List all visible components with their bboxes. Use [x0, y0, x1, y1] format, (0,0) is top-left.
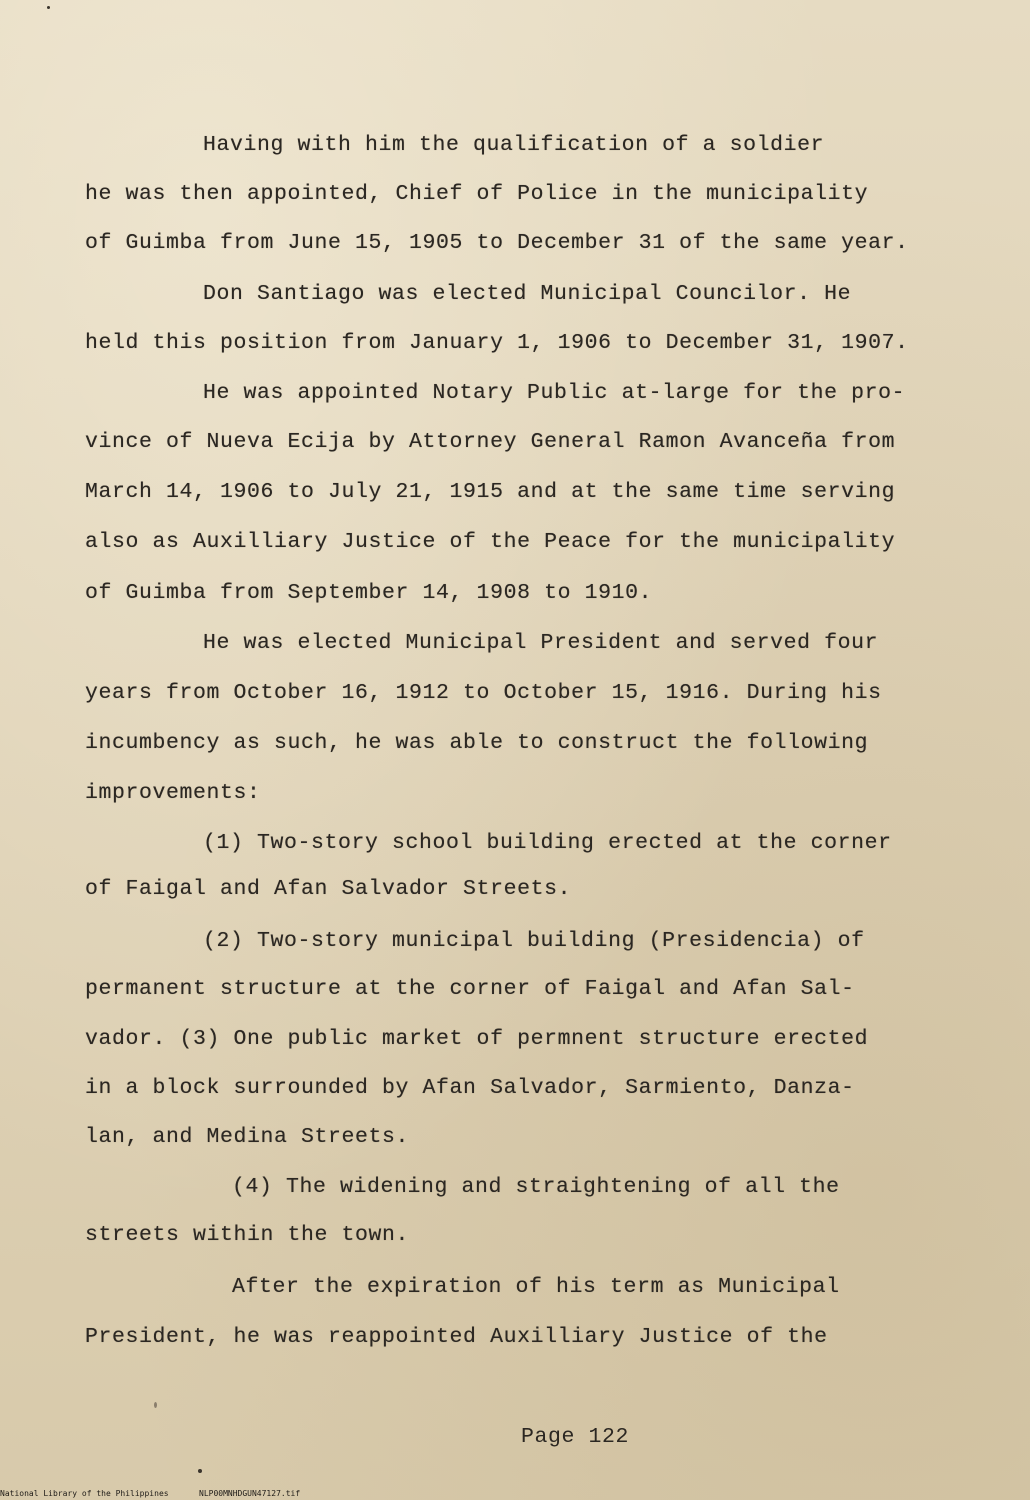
paper-speck: [47, 6, 50, 9]
text-line: March 14, 1906 to July 21, 1915 and at the same time serving: [85, 480, 896, 504]
text-line: of Faigal and Afan Salvador Streets.: [85, 877, 572, 901]
text-line: permanent structure at the corner of Faigal and Afan Sal-: [85, 977, 855, 1001]
footer-filename: NLP00MNHDGUN47127.tif: [199, 1489, 301, 1498]
text-line: (2) Two-story municipal building (Presidencia) of: [203, 929, 865, 953]
text-line: years from October 16, 1912 to October 15, 1916. During his: [85, 681, 882, 705]
text-line: Having with him the qualification of a soldier: [203, 133, 825, 157]
text-line: Don Santiago was elected Municipal Councilor. He: [203, 282, 852, 306]
text-line: he was then appointed, Chief of Police in the municipality: [85, 182, 869, 206]
text-line: also as Auxilliary Justice of the Peace for the municipality: [85, 530, 896, 554]
text-line: vador. (3) One public market of permnent structure erected: [85, 1027, 869, 1051]
footer-library-credit: National Library of the Philippines: [0, 1489, 169, 1498]
text-line: improvements:: [85, 781, 261, 805]
text-line: of Guimba from June 15, 1905 to December 31 of the same year.: [85, 231, 909, 255]
text-line: held this position from January 1, 1906 to December 31, 1907.: [85, 331, 909, 355]
text-line: He was elected Municipal President and served four: [203, 631, 879, 655]
text-line: He was appointed Notary Public at-large for the pro-: [203, 381, 906, 405]
text-line: in a block surrounded by Afan Salvador, Sarmiento, Danza-: [85, 1076, 855, 1100]
page-number: Page 122: [521, 1425, 630, 1449]
text-line: (1) Two-story school building erected at the corner: [203, 831, 892, 855]
text-line: President, he was reappointed Auxilliary Justice of the: [85, 1325, 828, 1349]
text-line: (4) The widening and straightening of all the: [232, 1175, 840, 1199]
text-line: incumbency as such, he was able to construct the following: [85, 731, 869, 755]
paper-speck: [154, 1402, 157, 1408]
text-line: lan, and Medina Streets.: [85, 1125, 410, 1149]
paper-speck: [198, 1469, 202, 1473]
text-line: After the expiration of his term as Municipal: [232, 1275, 840, 1299]
text-line: of Guimba from September 14, 1908 to 1910.: [85, 581, 653, 605]
text-line: streets within the town.: [85, 1223, 410, 1247]
text-line: vince of Nueva Ecija by Attorney General Ramon Avanceña from: [85, 430, 896, 454]
